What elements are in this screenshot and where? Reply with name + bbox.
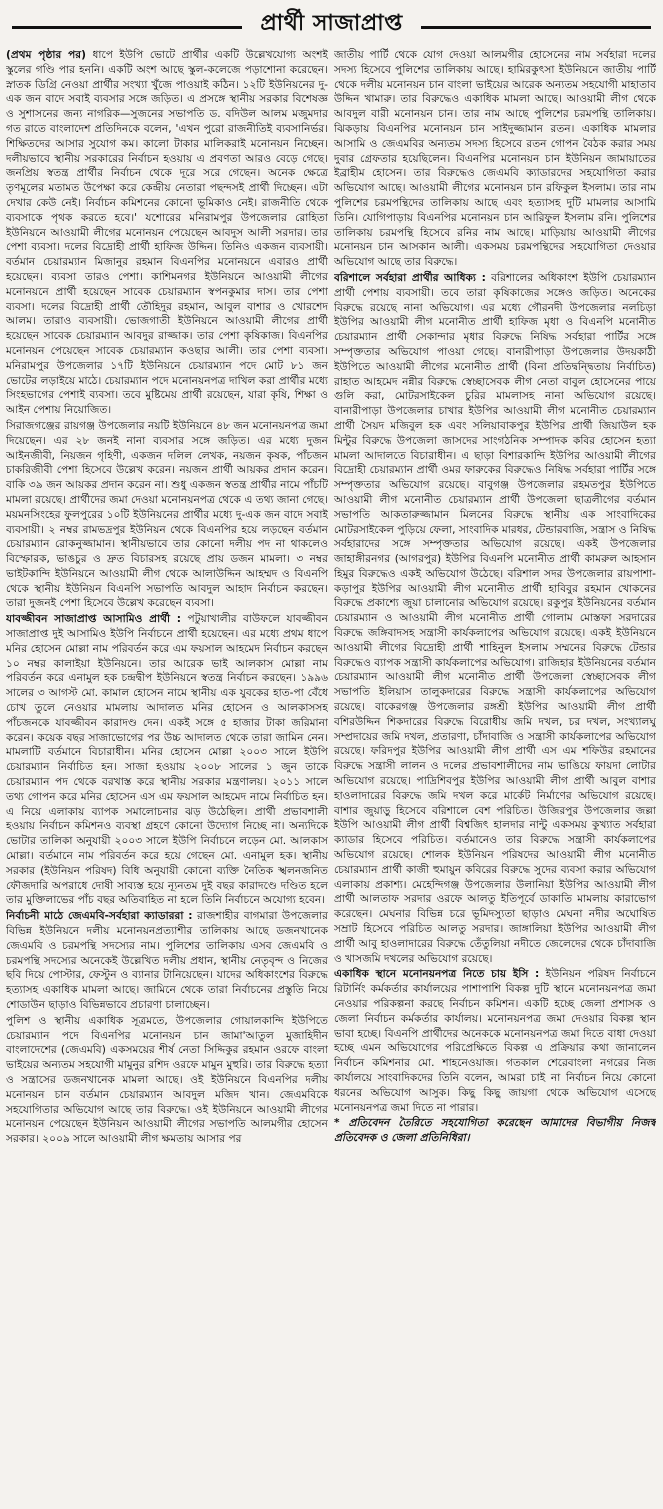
paragraph-text: বরিশালের অধিকাংশ ইউপি চেয়ারম্যান প্রার্থী পেশায় ব্যবসায়ী। তবে তারা কৃষিকাজের সঙ্গেও জড়িত। অনেকের বিরুদ্ধে রয়েছে নানা অভিযোগ। এর মধ্যে গৌরনদী উপজেলার নলচিড়া ইউপির আওয়ামী লীগ মনোনীত প্রার্থী হাফিজ মৃধা ও বিএনপি মনোনীত চেয়ারম্যান প্রার্থী সেকান্দার মৃধার বিরুদ্ধে নিষিদ্ধ সর্বহারা পার্টির সঙ্গে সম্পৃক্ততার অভিযোগ পাওয়া গেছে। বানারীপাড়া উপজেলার উদয়কাঠী ইউপিতে আওয়ামী লীগের মনোনীত প্রার্থী (বিনা প্রতিদ্বন্দ্বিতায় নির্বাচিত) রাহাত আহমেদ নন্নীর বিরুদ্ধে স্বেচ্ছাসেবক লীগ নেতা বাবুল হোসেনের পায়ে গুলি করা, মোটরসাইকেল চুরির মামলাসহ নানা অভিযোগ রয়েছে। বানারীপাড়া উপজেলার চাখার ইউপির আওয়ামী লীগ মনোনীত চেয়ারম্যান প্রার্থী সৈয়দ মজিবুল হক এবং সলিয়াবাকপুর ইউপির প্রার্থী জিয়াউল হক মিন্টুর বিরুদ্ধে উপজেলা জাসদের সাংগঠনিক সম্পাদক কবির হোসেন হত্যা মামলা আদালতে বিচারাধীন। এ ছাড়া বিশারকান্দি ইউপির আওয়ামী লীগের বিদ্রোহী চেয়ারম্যান প্রার্থী ওমর ফারুকের বিরুদ্ধেও নিষিদ্ধ সর্বহারা পার্টির সঙ্গে সম্পৃক্ততার অভিযোগ রয়েছে। বাবুগঞ্জ উপজেলার রহমতপুর ইউপিতে আওয়ামী লীগ মনোনীত চেয়ারম্যান প্রার্থী উপজেলা ছাত্রলীগের বর্তমান সভাপতি আকতারুজ্জামান মিলনের বিরুদ্ধে স্থানীয় এক সাংবাদিকের মোটরসাইকেল পুড়িয়ে ফেলা, সাংবাদিক মারধর, টেন্ডারবাজি, সন্ত্রাস ও নিষিদ্ধ সর্বহারাদের সঙ্গে সম্পৃক্ততার অভিযোগ রয়েছে। একই উপজেলার জাহাঙ্গীরনগর (আগরপুর) ইউপির বিএনপি মনোনীত প্রার্থী কামরুল আহসান হিমুর বিরুদ্ধেও একই অভিযোগ উঠেছে। বরিশাল সদর উপজেলার রায়পাশা-কড়াপুর ইউপির আওয়ামী লীগ মনোনীত প্রার্থী হাবিবুর রহমান খোকনের বিরুদ্ধে প্রকাশ্যে জুয়া চালানোর অভিযোগ রয়েছে। রকুপুর ইউনিয়নের বর্তমান চেয়ারম্যান ও আওয়ামী লীগ মনোনীত প্রার্থী গোলাম মোস্তফা সরদারের বিরুদ্ধে জঙ্গিবাদসহ সন্ত্রাসী কার্যকলাপের অভিযোগ রয়েছে। একই ইউনিয়নে আওয়ামী লীগের বিদ্রোহী প্রার্থী শাহিনুল ইসলাম সম্মনের বিরুদ্ধে টেন্ডার বিরুদ্ধেও ব্যাপক সন্ত্রাসী কার্যকলাপের অভিযোগ। রাজিহার ইউনিয়নের বর্তমান চেয়ারম্যান আওয়ামী লীগ মনোনীত প্রার্থী উপজেলা স্বেচ্ছাসেবক লীগ সভাপতি ইলিয়াস তালুকদারের বিরুদ্ধে সন্ত্রাসী কার্যকলাপের অভিযোগ রয়েছে। বাকেরগঞ্জ উপজেলার রঙ্গশ্রী ইউপির আওয়ামী লীগ প্রার্থী বশিরউদ্দিন শিকদারের বিরুদ্ধে বিরোধীয় জমি দখল, চর দখল, সংখ্যালঘু সম্প্রদায়ের জমি দখল, প্রতারণা, চাঁদাবাজি ও সন্ত্রাসী কার্যকলাপের অভিযোগ রয়েছে। ফরিদপুর ইউপির আওয়ামী লীগ প্রার্থী এস এম শফিউর রহমানের বিরুদ্ধে সন্ত্রাসী লালন ও দলের প্রভাবশালীদের নাম ভাঙিয়ে ফায়দা লোটার অভিযোগ রয়েছে। পাদ্রিশিবপুর ইউপির আওয়ামী লীগ প্রার্থী আবুল বাশার হাওলাদারের বিরুদ্ধে জমি দখল করে মার্কেট নির্মাণের অভিযোগ রয়েছে। বাশার জুয়াড়ু হিসেবে বরিশালে বেশ পরিচিত। উজিরপুর উপজেলার জল্লা ইউপি আওয়ামী লীগ প্রার্থী বিশ্বজিৎ হালদার নান্টু একসময় কুখ্যাত সর্বহারা ক্যাডার হিসেবে পরিচিত। বর্তমানেও তার বিরুদ্ধে সন্ত্রাসী কার্যকলাপের অভিযোগ রয়েছে। শোলক ইউনিয়ন পরিষদের আওয়ামী লীগ মনোনীত চেয়ারম্যান প্রার্থী কাজী হুমায়ুন কবিরের বিরুদ্ধে সুদের ব্যবসা করার অভিযোগ এলাকায় প্রকাশ্য। মেহেন্দিগঞ্জ উপজেলার উলানিয়া ইউপির আওয়ামী লীগ প্রার্থী আলতাফ সরদার ওরফে আলতু ইতিপূর্বে ডাকাতি মামলায় কারাভোগ করেছেন। মেঘনার বিভিন্ন চরে ভূমিদস্যুতা ছাড়াও মেঘনা নদীর অঘোষিত সম্রাট হিসেবে পরিচিত আলতু সরদার। জাঙ্গালিয়া ইউপির আওয়ামী লীগ প্রার্থী আবু হাওলাদারের বিরুদ্ধে তেঁতুলিয়া নদীতে জেলেদের থেকে চাঁদাবাজি ও খাসজমি দখলের অভিযোগ রয়েছে। [334,271,656,965]
paragraph: পুলিশ ও স্থানীয় একাধিক সূত্রমতে, উপজেলার গোয়ালকান্দি ইউপিতে চেয়ারম্যান পদে বিএনপির মনোনয়ন চান জামা'আতুল মুজাহিদীন বাংলাদেশের (জেএমবি) একসময়ের শীর্ষ নেতা সিদ্দিকুর রহমান ওরফে বাংলা ভাইয়ের অন্যতম সহযোগী মামুনুর রশিদ ওরফে মামুন মুহুরি। তার বিরুদ্ধে হত্যা ও সন্ত্রাসের ডজনখানেক মামলা আছে। ওই ইউনিয়নে বিএনপির দলীয় মনোনয়ন চান বর্তমান চেয়ারম্যান আবদুল মজিদ খান। জেএমবিকে সহযোগিতার অভিযোগ আছে তার বিরুদ্ধে। ওই ইউনিয়নে আওয়ামী লীগের মনোনয়ন পেয়েছেন ইউনিয়ন আওয়ামী লীগের সভাপতি আলমগীর হোসেন সরকার। ২০০৯ সালে আওয়ামী লীগ ক্ষমতায় আসার পর [6,1014,328,1146]
subheading: বরিশালে সর্বহারা প্রার্থীর আধিক্য : [334,271,486,284]
paragraph-text: রাজশাহীর বাগমারা উপজেলার বিভিন্ন ইউনিয়নে দলীয় মনোনয়নপ্রত্যাশীর তালিকায় আছে ডজনখানেক জেএমবি ও চরমপন্থি সদস্যের নাম। পুলিশের তালিকায় এসব জেএমবি ও চরমপন্থি সদস্যের অনেকেই উল্লেখিত দলীয় প্রধান, স্থানীয় নেতৃবৃন্দ ও নিজের ছবি দিয়ে পোস্টার, ফেস্টুন ও ব্যানার টানিয়েছেন। যাদের অধিকাংশের বিরুদ্ধে হত্যাসহ একাধিক মামলা আছে। জামিনে থেকে তারা নির্বাচনের প্রস্তুতি নিয়ে শোডাউন ছাড়াও বিভিন্নভাবে প্রচারণা চালাচ্ছেন। [6,910,328,1011]
paragraph: জাতীয় পার্টি থেকে যোগ দেওয়া আলমগীর হোসেনের নাম সর্বহারা দলের সদস্য হিসেবে পুলিশের তালিকায় আছে। হামিরকুৎসা ইউনিয়নে জাতীয় পার্টি থেকে দলীয় মনোনয়ন চান বাংলা ভাইয়ের আরেক অন্যতম সহযোগী মাহাতাব উদ্দিন খামারু। তার বিরুদ্ধেও একাধিক মামলা আছে। আওয়ামী লীগ থেকে আবদুল বারী মনোনয়ন চান। তার নাম আছে পুলিশের চরমপন্থি তালিকায়। ঝিকড়ায় বিএনপির মনোনয়ন চান সাইদুজ্জামান রতন। একাধিক মামলার আসামি ও জেএমবির অন্যতম সদস্য হিসেবে রতন গোপন বৈঠক করার সময় দুবার গ্রেফতার হয়েছিলেন। বিএনপির মনোনয়ন চান ইউনিয়ন জামায়াতের ইব্রাহীম হোসেন। তার বিরুদ্ধেও জেএমবি ক্যাডারদের সহযোগিতা করার অভিযোগ আছে। আওয়ামী লীগের মনোনয়ন চান রফিকুল ইসলাম। তার নাম পুলিশের চরমপন্থিদের তালিকায় আছে এবং হত্যাসহ দুটি মামলার আসামি তিনি। যোগিপাড়ায় বিএনপির মনোনয়ন চান আরিফুল ইসলাম রনি। পুলিশের তালিকায় চরমপন্থি হিসেবে রনির নাম আছে। মাড়িয়ায় আওয়ামী লীগের মনোনয়ন চান আসকান আলী। একসময় চরমপন্থিদের সহযোগিতা দেওয়ার অভিযোগ আছে তার বিরুদ্ধে। [334,49,656,269]
article-title: প্রার্থী সাজাপ্রাপ্ত [260,10,403,36]
paragraph [6,48,328,418]
article-columns [6,48,657,1497]
article-header [6,0,657,48]
continued-tag: (প্রথম পৃষ্ঠার পর) [6,49,86,61]
contributor-credit: * প্রতিবেদন তৈরিতে সহযোগিতা করেছেন আমাদের বিভাগীয় নিজস্ব প্রতিবেদক ও জেলা প্রতিনিধিরা। [334,1117,656,1145]
right-column [334,48,656,1497]
subheading: একাধিক স্থানে মনোনয়নপত্র নিতে চায় ইসি : [334,968,540,981]
paragraph [334,271,656,966]
paragraph-text: পটুয়াখালীর বাউফলে যাবজ্জীবন সাজাপ্রাপ্ত দুই আসামিও ইউপি নির্বাচনে প্রার্থী হয়েছেন। এর মধ্যে প্রথম ধাপে মনির হোসেন মোল্লা নাম পরিবর্তন করে এম ফয়সাল আহমেদ নির্বাচন করছেন ১০ নম্বর কালাইয়া ইউনিয়নে। তার আরেক ভাই আলকাস মোল্লা নাম পরিবর্তন করে এনামুল হক চন্দ্রদ্বীপ ইউনিয়নে স্বতন্ত্র নির্বাচন করছেন। ১৯৯৬ সালের ৩ আগস্ট মো. কামাল হোসেন নামে স্থানীয় এক যুবকের হাত-পা বেঁধে চোখ তুলে নেওয়ার মামলায় আদালত মনির হোসেন ও আলকাসসহ পাঁচজনকে যাবজ্জীবন কারাদণ্ড দেন। একই সঙ্গে ৫ হাজার টাকা জরিমানা করেন। কয়েক বছর সাজাভোগের পর উচ্চ আদালত থেকে তারা জামিন নেন। মামলাটি বর্তমানে বিচারাধীন। মনির হোসেন মোল্লা ২০০৩ সালে ইউপি চেয়ারম্যান নির্বাচিত হন। সাজা হওয়ায় ২০০৮ সালের ১ জুন তাকে চেয়ারম্যান পদ থেকে বরখাস্ত করে স্থানীয় সরকার মন্ত্রণালয়। ২০১১ সালে তথ্য গোপন করে মনির হোসেন এস এম ফয়সাল আহমেদ নামে নির্বাচিত হন। এ নিয়ে এলাকায় ব্যাপক সমালোচনার ঝড় উঠেছিল। প্রার্থী প্রভাবশালী হওয়ায় নির্বাচন কমিশনও ব্যবস্থা গ্রহণে কোনো উদ্যোগ নিচ্ছে না। অন্যদিকে ভোটার তালিকা অনুযায়ী ২০০৩ সালে ইউপি নির্বাচনে লড়েন মো. আলকাস মোল্লা। বর্তমানে নাম পরিবর্তন করে হয়ে গেছেন মো. এনামুল হক। স্থানীয় সরকার (ইউনিয়ন পরিষদ) বিধি অনুযায়ী কোনো ব্যক্তি নৈতিক স্খলনজনিত ফৌজদারি অপরাধে দোষী সাব্যস্ত হয়ে ন্যূনতম দুই বছর কারাদণ্ডে দণ্ডিত হলে তার মুক্তিলাভের পাঁচ বছর অতিবাহিত না হলে তিনি নির্বাচনে অযোগ্য হবেন। [6,613,328,907]
paragraph: সিরাজগঞ্জের রায়গঞ্জ উপজেলার নয়টি ইউনিয়নে ৪৮ জন মনোনয়নপত্র জমা দিয়েছেন। এর ২৮ জনই নানা ব্যবসার সঙ্গে জড়িত। এর মধ্যে দুজন আইনজীবী, নিয়জন গৃহিণী, একজন দলিল লেখক, নয়জন কৃষক, পাঁচজন চাকরিজীবী পেশা হিসেবে উল্লেখ করেন। নয়জন প্রার্থী আয়কর প্রদান করেন। বাকি ৩৯ জন আয়কর প্রদান করেন না। শুধু একজন স্বতন্ত্র প্রার্থীর নামে পাঁচটি মামলা রয়েছে। প্রার্থীদের জমা দেওয়া মনোনয়নপত্র থেকে এ তথ্য জানা গেছে। ময়মনসিংহের ফুলপুরের ১০টি ইউনিয়নের প্রার্থীর মধ্যে দু-এক জন বাদে সবাই ব্যবসায়ী। ২ নম্বর রামভদ্রপুর ইউনিয়ন থেকে বিএনপির হয়ে লড়ছেন বর্তমান চেয়ারম্যান রোকনুজ্জামান। স্থানীয়ভাবে তার কোনো দলীয় পদ না থাকলেও বিস্ফোরক, ভাঙচুর ও দ্রুত বিচারসহ রয়েছে প্রায় ডজন মামলা। ৩ নম্বর ভাইটকান্দি ইউনিয়নে আওয়ামী লীগ থেকে আলাউদ্দিন আহম্মদ ও বিএনপি থেকে স্থানীয় ইউনিয়ন বিএনপি সভাপতি আবদুল আহাদ নির্বাচন করছেন। তারা দুজনই পেশা হিসেবে উল্লেখ করেছেন ব্যবসা। [6,419,328,610]
subheading: যাবজ্জীবন সাজাপ্রাপ্ত আসামিও প্রার্থী : [6,613,182,626]
paragraph-text: ইউনিয়ন পরিষদ নির্বাচনে রিটার্নিং কর্মকর্তার কার্যালয়ের পাশাপাশি বিকল্প দুটি স্থানে মনোনয়নপত্র জমা নেওয়ার পরিকল্পনা করছে নির্বাচন কমিশন। একটি হচ্ছে জেলা প্রশাসক ও জেলা নির্বাচন কর্মকর্তার কার্যালয়। মনোনয়নপত্র জমা দেওয়ার বিকল্প স্থান ভাবা হচ্ছে। বিএনপি প্রার্থীদের অনেককে মনোনয়নপত্র জমা দিতে বাধা দেওয়া হচ্ছে এমন অভিযোগের পরিপ্রেক্ষিতে বিকল্প এ প্রক্রিয়ার কথা জানালেন নির্বাচন কমিশনার মো. শাহনেওয়াজ। গতকাল শেরেবাংলা নগরের নিজ কার্যালয়ে সাংবাদিকদের তিনি বলেন, আমরা চাই না নির্বাচন নিয়ে কোনো ধরনের অভিযোগ আসুক। কিছু কিছু জায়গা থেকে অভিযোগ এসেছে মনোনয়নপত্র জমা দিতে না পারার। [334,968,656,1114]
paragraph [6,909,328,1013]
subheading: নির্বাচনী মাঠে জেএমবি-সর্বহারা ক্যাডাররা : [6,910,193,923]
paragraph-text: ধাপে ইউপি ভোটে প্রার্থীর একটি উল্লেখযোগ্য অংশই স্কুলের গণ্ডি পার হননি। একটি অংশ আছে স্কুল-কলেজে পড়াশোনা করেছেন। স্নাতক ডিগ্রি নেওয়া প্রার্থীর সংখ্যা খুঁজে পাওয়াই কঠিন। ১২টি ইউনিয়নের দু-এক জন বাদে সবাই ব্যবসার সঙ্গে জড়িত। এ প্রসঙ্গে স্থানীয় সরকার বিশেষজ্ঞ ও সুশাসনের জন্য নাগরিক—সুজনের সভাপতি ড. বদিউল আলম মজুমদার গত রাতে বাংলাদেশ প্রতিদিনকে বলেন, 'এখন পুরো রাজনীতিই ব্যবসানির্ভর। শিক্ষিতদের আসার সুযোগ কম। কালো টাকার মালিকরাই মনোনয়ন নিচ্ছেন। দলীয়ভাবে স্থানীয় সরকারের নির্বাচন হওয়ায় এ প্রবণতা আরও বেড়ে গেছে। জনপ্রিয় স্বতন্ত্র প্রার্থীর নির্বাচন থেকে দূরে সরে গেছেন। অনেক ক্ষেত্রে তৃণমূলের মতামত উপেক্ষা করে কেন্দ্রীয় নেতারা পছন্দসই প্রার্থী দিচ্ছেন। এটা দেখার কেউ নেই। নির্বাচন কমিশনের কোনো ভূমিকাও নেই। রাজনীতি থেকে ব্যবসাকে পৃথক করতে হবে।' যশোরের মনিরামপুর উপজেলার রোহিতা ইউনিয়নে আওয়ামী লীগের মনোনয়ন পেয়েছেন আবদুস আলী সরদার। তার পেশা ব্যবসা। দলের বিদ্রোহী প্রার্থী হাফিজ উদ্দিন। তিনিও একজন ব্যবসায়ী। বর্তমান চেয়ারম্যান মিজানুর রহমান বিএনপির মনোনয়নে এবারও প্রার্থী হয়েছেন। ব্যবসা তারও পেশা। কাশিমনগর ইউনিয়নে আওয়ামী লীগের মনোনয়নে প্রার্থী হয়েছেন সাবেক চেয়ারম্যান স্বপনকুমার দাস। তার পেশা ব্যবসা। দলের বিদ্রোহী প্রার্থী তৌহিদুর রহমান, আবুল বাশার ও খোরশেদ আলম। তারাও ব্যবসায়ী। ভোজগাতী ইউনিয়নে আওয়ামী লীগের প্রার্থী হয়েছেন সাবেক চেয়ারম্যান আবদুর রাজ্জাক। তার পেশা কৃষিকাজ। বিএনপির মনোনয়ন পেয়েছেন সাবেক চেয়ারম্যান কওছার আলী। তার পেশা ব্যবসা। মনিরামপুর উপজেলার ১৭টি ইউনিয়নে চেয়ারম্যান পদে মোট ৮১ জন ভোটের লড়াইয়ে মাঠে। চেয়ারম্যান পদে মনোনয়নপত্র দাখিল করা প্রার্থীর মধ্যে সিংহভাগের পেশাই ব্যবসা। তবে মুষ্টিমেয় প্রার্থী রয়েছেন, যারা কৃষি, শিক্ষা ও আইন পেশায় নিয়োজিত। [6,49,328,417]
paragraph [334,967,656,1115]
left-column [6,48,328,1497]
paragraph [6,612,328,908]
